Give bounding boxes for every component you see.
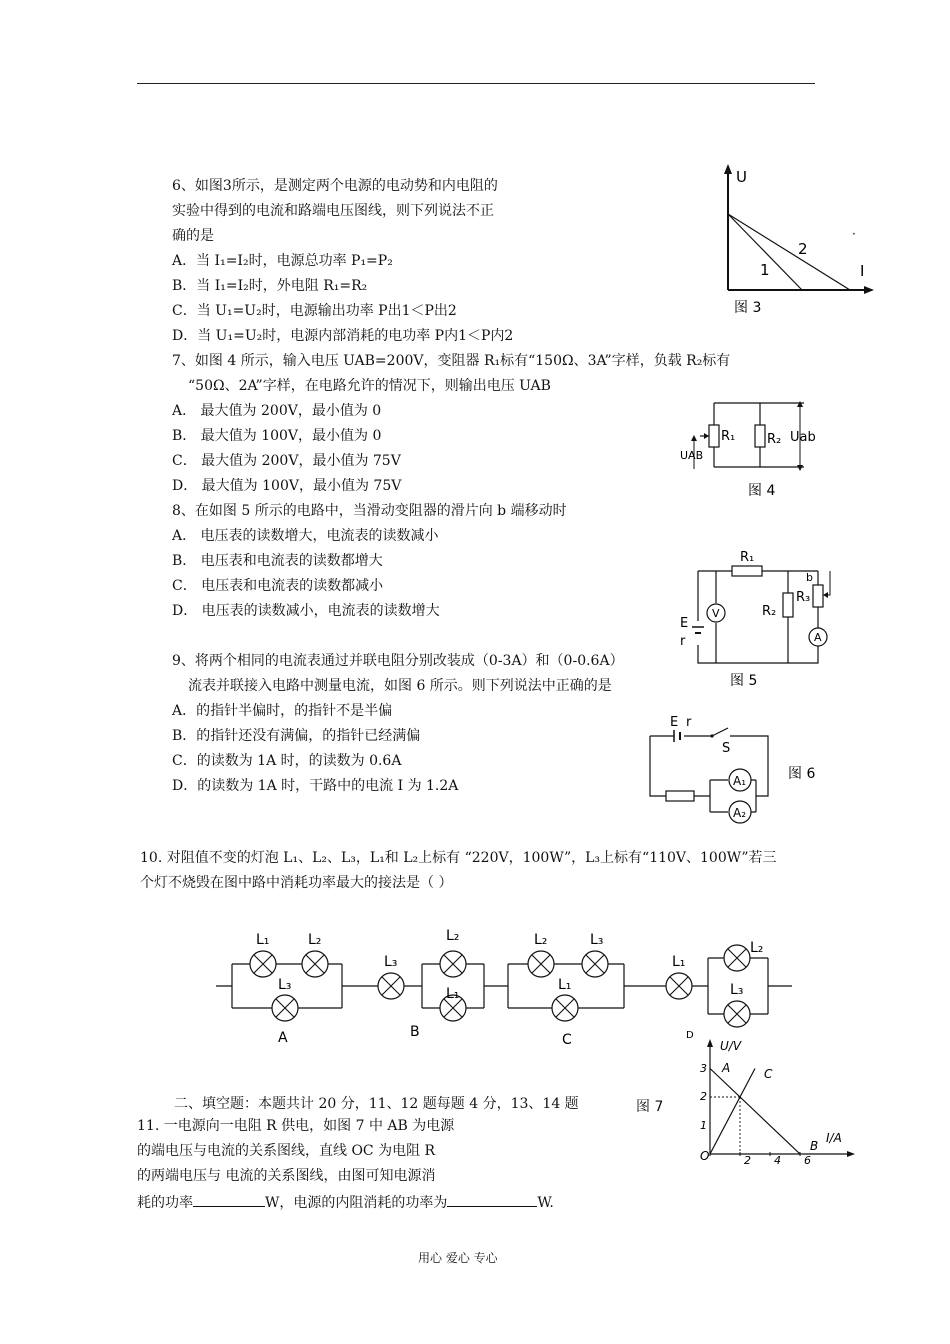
fig4-uab-out-label: Uab <box>790 430 816 445</box>
q11-line-3: 的两端电压与 电流的关系图线，由图可知电源消 <box>137 1168 436 1184</box>
fig10-c-l2-label: L₂ <box>534 932 548 948</box>
fig10-c-l1-label: L₁ <box>558 977 572 993</box>
fig7-ytick-3: 3 <box>700 1062 707 1075</box>
fig5-caption: 图 5 <box>730 673 758 689</box>
q11-blank-source-power[interactable] <box>193 1192 265 1207</box>
fig10-label-d: D <box>686 1030 694 1041</box>
fig10-b-l3-label: L₃ <box>384 954 398 970</box>
fig4-r2-resistor <box>755 425 765 447</box>
figure-5 <box>676 545 836 695</box>
fig5-v-label: V <box>712 607 720 620</box>
figure-4 <box>676 395 824 505</box>
fig7-point-b-label: B <box>810 1139 819 1153</box>
q6-option-c: C．当 U₁=U₂时，电源输出功率 P出1＜P出2 <box>172 303 457 319</box>
fig5-r-label: r <box>680 634 686 649</box>
fig6-a2-label: A₂ <box>733 806 747 820</box>
fig3-dot: · <box>852 227 856 241</box>
q9-option-a: A．的指针半偏时，的指针不是半偏 <box>172 703 393 719</box>
fig5-e-label: E <box>680 616 689 631</box>
q10-line-1: 10. 对阻值不变的灯泡 L₁、L₂、L₃，L₁和 L₂上标有 “220V，100W”，L₃上标有“110V、100W”若三 <box>140 850 777 866</box>
fig3-caption: 图 3 <box>734 300 762 316</box>
q6-line-2: 实验中得到的电流和路端电压图线，则下列说法不正 <box>172 203 494 219</box>
q9-line-2: 流表并联接入电路中测量电流，如图 6 所示。则下列说法中正确的是 <box>188 678 612 694</box>
q7-option-b: B． 最大值为 100V，最小值为 0 <box>172 428 382 444</box>
q7-option-d: D． 最大值为 100V，最小值为 75V <box>172 478 402 494</box>
q11-line-4 <box>137 1192 554 1212</box>
fig7-point-c-label: C <box>764 1067 773 1081</box>
q6-line-3: 确的是 <box>172 228 214 244</box>
q10-line-2: 个灯不烧毁在图中路中消耗功率最大的接法是（ ） <box>140 875 453 891</box>
figure-6 <box>640 712 830 834</box>
fig7-caption: 图 7 <box>636 1099 664 1115</box>
fig10-a-l2-label: L₂ <box>308 932 322 948</box>
q11-text-b: W，电源的内阻消耗的功率为 <box>265 1195 448 1211</box>
q9-line-1: 9、将两个相同的电流表通过并联电阻分别改装成（0-3A）和（0-0.6A） <box>172 653 624 669</box>
q9-option-d: D．的读数为 1A 时，干路中的电流 I 为 1.2A <box>172 778 459 794</box>
q6-option-d: D．当 U₁=U₂时，电源内部消耗的电功率 P内1＜P内2 <box>172 328 514 344</box>
fig7-xtick-2: 2 <box>744 1154 751 1164</box>
fig10-a-l1-label: L₁ <box>256 932 270 948</box>
q7-option-c: C． 最大值为 200V，最小值为 75V <box>172 453 401 469</box>
fig10-b-l2-label: L₂ <box>446 928 460 944</box>
fig4-r1-resistor <box>709 425 719 447</box>
header-rule <box>137 83 815 84</box>
q11-blank-internal-power[interactable] <box>447 1192 537 1207</box>
fig7-ytick-1: 1 <box>700 1119 707 1132</box>
fig3-y-label: U <box>736 168 747 186</box>
fig7-series-oc <box>710 1069 755 1155</box>
fig6-e-label: E <box>670 715 679 730</box>
q7-option-a: A． 最大值为 200V，最小值为 0 <box>172 403 382 419</box>
fig6-caption: 图 6 <box>788 766 816 782</box>
q6-option-a: A．当 I₁=I₂时，电源总功率 P₁=P₂ <box>172 253 393 269</box>
fig10-label-b: B <box>410 1024 420 1040</box>
fig4-r2-label: R₂ <box>767 432 782 447</box>
q8-option-b: B． 电压表和电流表的读数都增大 <box>172 553 383 569</box>
fig5-r3-label: R₃ <box>796 590 811 605</box>
fig10-a-l3-label: L₃ <box>278 977 292 993</box>
q9-option-c: C．的读数为 1A 时，的读数为 0.6A <box>172 753 402 769</box>
q6-line-1: 6、如图3所示，是测定两个电源的电动势和内电阻的 <box>172 178 498 194</box>
section-2-heading: 二、填空题：本题共计 20 分，11、12 题每题 4 分，13、14 题 <box>174 1096 579 1112</box>
q9-option-b: B．的指针还没有满偏，的指针已经满偏 <box>172 728 421 744</box>
figure-7-chart <box>690 1034 860 1164</box>
q11-line-2: 的端电压与电流的关系图线，直线 OC 为电阻 R <box>137 1143 436 1159</box>
q11-line-1: 11. 一电源向一电阻 R 供电，如图 7 中 AB 为电源 <box>137 1118 455 1134</box>
fig7-origin-label: O <box>700 1149 710 1163</box>
fig4-uab-in-label: UAB <box>680 449 704 462</box>
fig7-x-axis-label: I/A <box>826 1131 842 1145</box>
fig7-xtick-4: 4 <box>774 1154 781 1164</box>
fig6-r-label: r <box>686 715 692 730</box>
fig7-ytick-2: 2 <box>700 1090 707 1103</box>
fig3-x-label: I <box>860 262 865 280</box>
fig10-d-l1-label: L₁ <box>672 954 686 970</box>
q8-line-1: 8、在如图 5 所示的电路中，当滑动变阻器的滑片向 b 端移动时 <box>172 503 567 519</box>
q6-option-b: B．当 I₁=I₂时，外电阻 R₁=R₂ <box>172 278 368 294</box>
fig7-y-axis-label: U/V <box>720 1039 742 1053</box>
fig5-a-label: A <box>814 631 822 644</box>
q11-text-c: W. <box>537 1195 554 1211</box>
fig7-series-ab <box>710 1069 800 1155</box>
fig5-r1-label: R₁ <box>740 550 755 565</box>
q7-line-1: 7、如图 4 所示，输入电压 UAB=200V，变阻器 R₁标有“150Ω、3A”字样，负载 R₂标有 <box>172 353 731 369</box>
fig7-point-a-label: A <box>722 1061 731 1075</box>
q8-option-d: D． 电压表的读数减小，电流表的读数增大 <box>172 603 440 619</box>
figure-10-circuits <box>212 922 802 1052</box>
fig3-line-2-label: 2 <box>798 240 808 258</box>
fig6-a1-label: A₁ <box>733 774 747 788</box>
figure-3 <box>710 162 880 320</box>
fig5-r2-label: R₂ <box>762 604 777 619</box>
fig4-caption: 图 4 <box>748 483 776 499</box>
q7-line-2: “50Ω、2A”字样，在电路允许的情况下，则输出电压 UAB <box>188 378 551 394</box>
q11-text-a: 耗的功率 <box>137 1195 193 1211</box>
fig7-xtick-6: 6 <box>804 1154 811 1164</box>
fig10-c-l3-label: L₃ <box>590 932 604 948</box>
q8-option-a: A． 电压表的读数增大，电流表的读数减小 <box>172 528 439 544</box>
fig5-b-label: b <box>806 571 813 584</box>
fig3-line-1-label: 1 <box>760 261 770 279</box>
fig10-b-l1-label: L₁ <box>446 986 460 1002</box>
fig10-label-a: A <box>278 1030 288 1046</box>
fig4-r1-label: R₁ <box>721 429 736 444</box>
fig10-label-c: C <box>562 1032 572 1048</box>
page-footer: 用心 爱心 专心 <box>418 1251 498 1265</box>
fig6-s-label: S <box>722 741 731 756</box>
fig10-d-l3-label: L₃ <box>730 982 744 998</box>
q8-option-c: C． 电压表和电流表的读数都减小 <box>172 578 384 594</box>
fig10-d-l2-label: L₂ <box>750 940 764 956</box>
